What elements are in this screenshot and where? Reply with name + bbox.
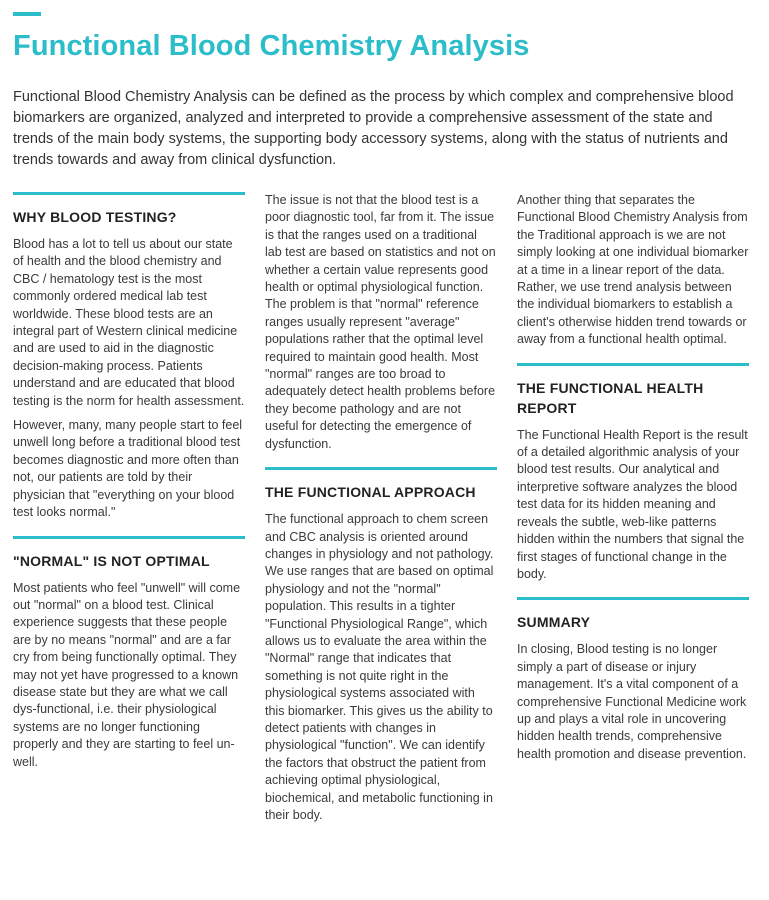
- heading-functional-health-report: THE FUNCTIONAL HEALTH REPORT: [517, 379, 704, 416]
- column-middle: [265, 192, 497, 831]
- heading-summary: SUMMARY: [517, 614, 591, 631]
- paragraph-issue: The issue is not that the blood test is a poor diagnostic tool, far from it. The issue is that the ranges used on a traditional lab test are based on statistics and not on whether a certain value represents good health or optimal physiological function. The problem is that "normal" reference ranges usually represent "average" populations rather that the optimal level required to maintain good health. Most "normal" ranges are too broad to adequately detect health problems before they become pathology and are not useful for detecting the emergence of dysfunction.: [265, 193, 496, 451]
- paragraph-functional-health-report: The Functional Health Report is the result of a detailed algorithmic analysis of your blood test results. Our analytical and interpretive software analyzes the blood test data for its hidden meaning and reveals the subtle, web-like patterns hidden within the numbers that signal the first stages of functional change in the body.: [517, 427, 748, 581]
- page-title: Functional Blood Chemistry Analysis: [13, 30, 530, 62]
- column-right: [517, 192, 749, 770]
- section-divider: [265, 467, 497, 470]
- heading-why-blood-testing: WHY BLOOD TESTING?: [13, 209, 177, 225]
- paragraph-normal-not-optimal: Most patients who feel "unwell" will come out "normal" on a blood test. Clinical experience suggests that these people are by no means "normal" and are a far cry from being functionally optimal. They may not yet have progressed to a known disease state but they are what we call dys-functional, i.e. their physiological systems are no longer functioning properly and they are starting to feel un-well.: [13, 580, 241, 769]
- paragraph-functional-approach: The functional approach to chem screen and CBC analysis is oriented around changes in physiology and not pathology. We use ranges that are based on optimal physiology and not the "normal" population. This results in a tighter "Functional Physiological Range", which allows us to evaluate the area within the "Normal" range that indicates that something is not quite right in the physiological systems associated with this biomarker. This gives us the ability to detect patients with changes in physiological "function". We can identify the factors that obstruct the patient from achieving optimal physiological, biochemical, and metabolic functioning in their body.: [265, 512, 494, 822]
- column-left: [13, 192, 245, 778]
- paragraph-separates: Another thing that separates the Functional Blood Chemistry Analysis from the Traditional approach is we are not simply looking at one individual biomarker at a time in a linear report of the data. Rather, we use trend analysis between the individual biomarkers to establish a client's otherwise hidden trend towards or away from a functional health optimal.: [517, 193, 749, 347]
- section-divider: [13, 536, 245, 539]
- heading-normal-not-optimal: "NORMAL" IS NOT OPTIMAL: [13, 552, 210, 569]
- title-accent-bar: [13, 12, 41, 16]
- heading-functional-approach: THE FUNCTIONAL APPROACH: [265, 484, 476, 501]
- section-divider: [13, 192, 245, 195]
- section-divider: [517, 597, 749, 600]
- paragraph-why-blood-testing-2: However, many, many people start to feel unwell long before a traditional blood test becomes diagnostic and more often than not, our patients are told by their physician that "everything on your blood test looks normal.": [13, 418, 243, 520]
- intro-paragraph: Functional Blood Chemistry Analysis can be defined as the process by which complex and comprehensive blood biomarkers are organized, analyzed and interpreted to provide a comprehensive assessment of the state and trends of the main body systems, the supporting body accessory systems, along with the status of nutrients and trends towards and away from clinical dysfunction.: [13, 89, 734, 168]
- paragraph-summary: In closing, Blood testing is no longer simply a part of disease or injury management. It's a vital component of a comprehensive Functional Medicine work up and plays a vital role in uncovering hidden health trends, comprehensive health promotion and disease prevention.: [517, 642, 747, 761]
- section-divider: [517, 363, 749, 366]
- paragraph-why-blood-testing-1: Blood has a lot to tell us about our state of health and the blood chemistry and CBC / hematology test is the most commonly ordered medical lab test worldwide. These blood tests are an integral part of Western clinical medicine and are used to aid in the diagnostic decision-making process. Patients understand and are educated that blood testing is the norm for health assessment.: [13, 237, 245, 408]
